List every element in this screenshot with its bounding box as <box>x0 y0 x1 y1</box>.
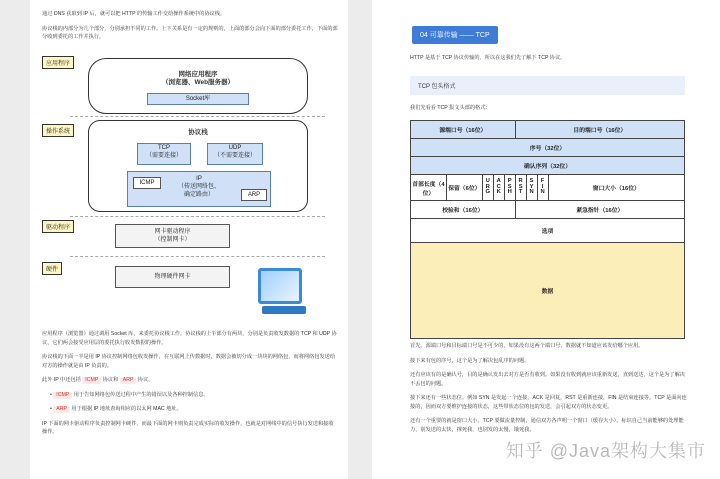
left-intro <box>42 10 338 48</box>
driver-label: 网卡驱动程序 <box>154 229 191 235</box>
app-title-text: 网络应用程序 <box>178 71 218 78</box>
application-layer <box>88 58 308 114</box>
flag-ack: A C K <box>493 175 504 201</box>
flag-rst: R S T <box>515 175 526 201</box>
reserved-field: 保留（6位） <box>446 175 482 201</box>
monitor-stand-icon <box>262 306 306 314</box>
divider <box>70 216 325 217</box>
paragraph: 我们先看看 TCP 报文头部的格式： <box>410 105 491 111</box>
intro-paragraph-1: 通过 DNS 获取到 IP 后，就可以把 HTTP 的传输工作交给操作系统中的协议栈。 <box>42 11 226 17</box>
ip-sublabel-2: 确定路由） <box>183 192 214 198</box>
left-body <box>42 330 338 443</box>
flag-psh: P S H <box>504 175 515 201</box>
bullet-item: • ICMP 用于告知网络包传送过程中产生的错误以及各种控制信息。 <box>50 391 209 398</box>
divider <box>70 116 325 117</box>
text: 协议和 <box>102 377 119 383</box>
app-title <box>89 71 307 87</box>
ack-number-field: 确认序列（32位） <box>411 157 685 175</box>
data-field: 数据 <box>411 243 685 339</box>
sequence-number-field: 序号（32位） <box>411 139 685 157</box>
text: 协议。 <box>137 377 154 383</box>
bullet-text: 用于根据 IP 地址查询相应的以太网 MAC 地址。 <box>71 406 182 412</box>
tcp-box <box>137 143 191 165</box>
ip-label: IP <box>196 176 202 182</box>
source-port-field: 源端口号（16位） <box>411 121 516 139</box>
label-hardware: 硬件 <box>42 262 62 275</box>
arp-box: ARP <box>241 189 267 201</box>
destination-port-field: 目的端口号（16位） <box>515 121 684 139</box>
label-os: 操作系统 <box>42 124 74 137</box>
header-length-field: 首部长度（4位） <box>411 175 447 201</box>
udp-sublabel: （不需要连接） <box>213 153 256 159</box>
label-driver: 驱动程序 <box>42 220 74 233</box>
flag-fin: F I N <box>537 175 548 201</box>
checksum-field: 校验和（16位） <box>411 201 516 219</box>
label-application: 应用程序 <box>42 56 74 69</box>
urgent-pointer-field: 紧急指针（16位） <box>515 201 684 219</box>
paragraph: 接下来有包的序号，这个是为了解决包乱序的问题。 <box>410 357 530 364</box>
tcp-label: TCP <box>158 145 170 151</box>
paragraph: 还有应该有的是确认号，目的是确认发出去对方是否有收到。如果没有收到就应该重新发送，直到送达，这个是为了解决不丢包的问题。 <box>410 372 685 387</box>
paragraph: 接下来还有一些状态位。例如 SYN 是发起一个连接，ACK 是回复，RST 是重新连接，FIN 是结束连接等。TCP 是面向连接的，因而双方要维护连接的状态，这些带状态位的包的发送，会引起双方的状态变更。 <box>410 395 687 410</box>
divider <box>70 256 325 257</box>
paragraph: 协议栈的下面一半是用 IP 协议控制网络包收发操作，在互联网上传数据时，数据会被切分成一块块的网络包，而将网络包发送给对方的操作就是由 IP 负责的。 <box>42 354 336 369</box>
udp-box <box>207 143 263 165</box>
paragraph: 应用程序（浏览器）通过调用 Socket 库，来委托协议栈工作。协议栈的上半部分有两块，分别是负责收发数据的 TCP 和 UDP 协议，它们两会接受应用层的委托执行收发数据的操作。 <box>42 331 337 346</box>
ip-sublabel-1: （传送网络包、 <box>177 184 220 190</box>
arp-tag: ARP <box>53 406 70 413</box>
options-field: 选项 <box>411 219 685 243</box>
app-subtitle-text: （浏览器、Web服务器） <box>161 79 235 86</box>
icmp-box: ICMP <box>133 177 161 189</box>
bullet-item: • ARP 用于根据 IP 地址查询相应的以太网 MAC 地址。 <box>50 406 182 412</box>
icmp-tag: ICMP <box>82 377 101 384</box>
protocol-stack <box>88 120 308 212</box>
arp-tag: ARP <box>120 377 137 384</box>
flag-urg: U R G <box>482 175 493 201</box>
paragraph <box>42 376 338 385</box>
driver-sublabel: （控制网卡） <box>154 237 191 243</box>
tcp-sublabel: （需要连接） <box>145 153 182 159</box>
section-heading: 04 可靠传输 —— TCP <box>412 26 498 44</box>
right-body <box>410 342 690 440</box>
intro-paragraph-2: 协议栈的内部分为几个部分，分别承担不同的工作。上下关系是有一定的规则的，上面的部分会向下面的部分委托工作，下面的部分收到委托的工作并执行。 <box>42 25 338 40</box>
paragraph: 首先，源端口号和目标端口号是不可少的，如果没有这两个端口号，数据就不知道应该发给哪个应用。 <box>410 343 644 349</box>
paragraph: HTTP 是基于 TCP 协议传输的，所以在这我们先了解下 TCP 协议。 <box>410 55 566 61</box>
text: 此外 IP 中还包括 <box>42 377 81 383</box>
monitor-icon <box>258 268 302 304</box>
tcp-header-diagram <box>410 120 685 339</box>
right-page <box>372 0 720 479</box>
nic-driver-box <box>115 224 230 248</box>
udp-label: UDP <box>228 145 242 151</box>
flag-syn: S Y N <box>526 175 537 201</box>
window-size-field: 窗口大小（16位） <box>548 175 684 201</box>
watermark: 知乎 @Java架构大集市 <box>505 441 706 461</box>
stack-title: 协议栈 <box>188 129 208 136</box>
bullet-text: 用于告知网络包传送过程中产生的错误以及各种控制信息。 <box>73 391 209 398</box>
nic-hardware-box: 物理硬件网卡 <box>115 266 230 288</box>
icmp-tag: ICMP <box>53 392 72 399</box>
paragraph: IP 下面的网卡驱动程序负责控制网卡硬件，而最下面的网卡则负责完成实际的收发操作，也就是对网线中的信号执行发送和接收操作。 <box>42 420 334 435</box>
left-page <box>30 0 348 479</box>
subsection-heading: TCP 包头格式 <box>410 76 685 95</box>
socket-library: Socket库 <box>147 93 249 105</box>
paragraph: 还有一个重要的就是窗口大小。TCP 要做流量控制，通信双方各声明一个窗口（缓存大小），标识自己当前能够的处理能力，别发送的太快，撑死我，也别发的太慢，饿死我。 <box>410 418 684 433</box>
